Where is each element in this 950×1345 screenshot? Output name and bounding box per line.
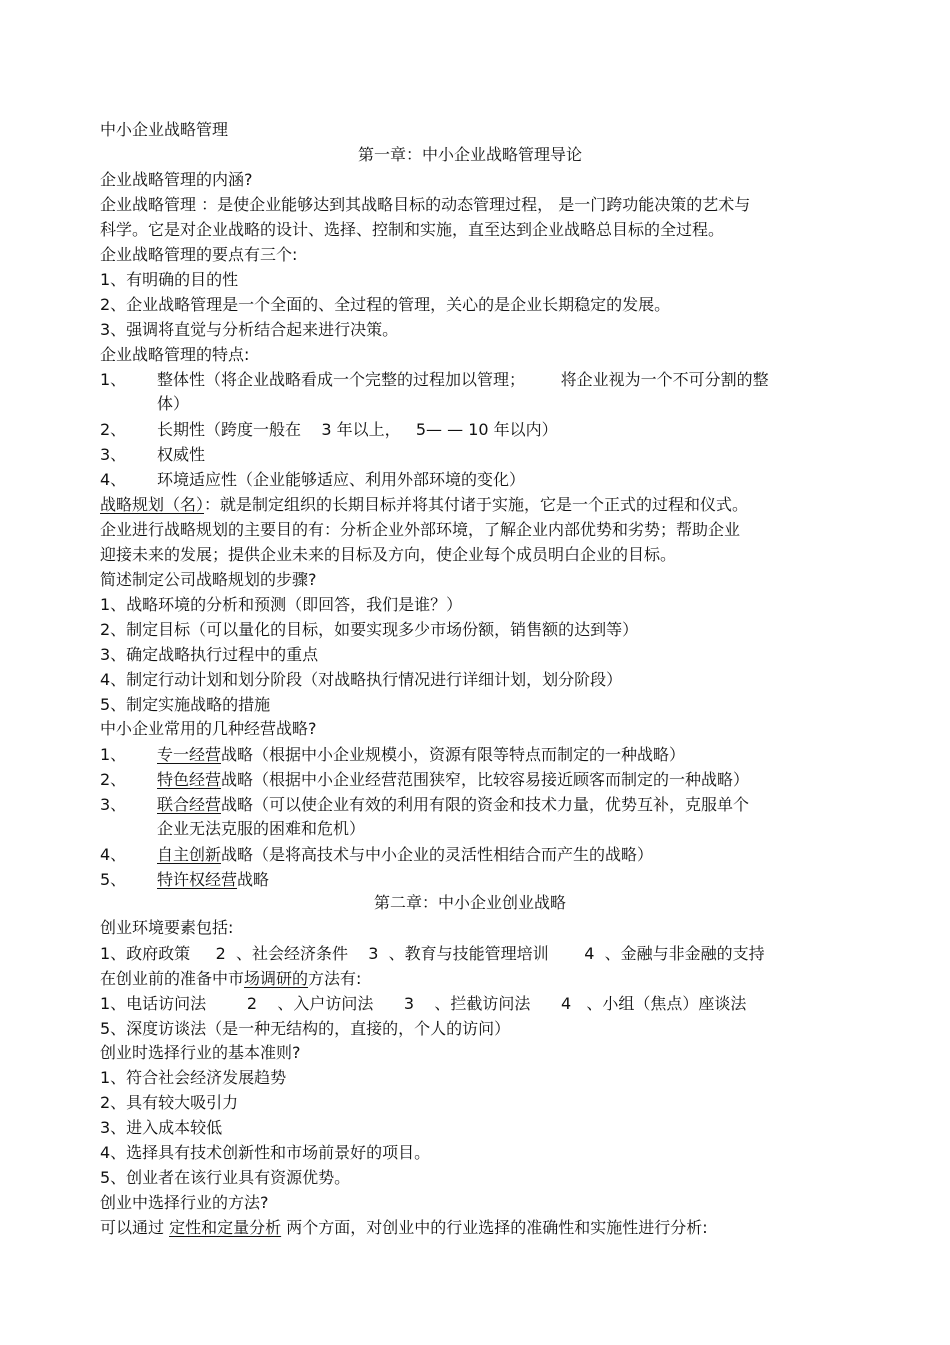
list-item: 5、制定实施战略的措施 bbox=[100, 695, 271, 714]
definition-label: 企业战略管理 bbox=[100, 195, 197, 214]
method-suffix: 两个方面，对创业中的行业选择的准确性和实施性进行分析: bbox=[281, 1218, 708, 1237]
list-item-text: 环境适应性（企业能够适应、利用外部环境的变化） bbox=[157, 470, 526, 489]
list-item: 3、确定战略执行过程中的重点 bbox=[100, 645, 319, 664]
list-item-text bbox=[157, 845, 653, 865]
research-methods-line-2: 5、深度访谈法（是一种无结构的，直接的，个人的访问） bbox=[100, 1019, 511, 1038]
research-prefix: 在创业前的准备中市 bbox=[100, 969, 245, 988]
list-item-text bbox=[157, 770, 749, 790]
purpose-line-1: 企业进行战略规划的主要目的有：分析企业外部环境，了解企业内部优势和劣势；帮助企业 bbox=[100, 520, 741, 539]
list-item: 2、具有较大吸引力 bbox=[100, 1093, 239, 1112]
chapter-2-heading: 第二章：中小企业创业战略 bbox=[373, 893, 566, 912]
purpose-line-2: 迎接未来的发展；提供企业未来的目标及方向，使企业每个成员明白企业的目标。 bbox=[100, 545, 677, 564]
list-number: 1、 bbox=[100, 745, 127, 764]
list-item: 3、强调将直觉与分析结合起来进行决策。 bbox=[100, 320, 399, 339]
strategy-term: 专一经营 bbox=[157, 745, 222, 764]
planning-definition bbox=[100, 495, 748, 517]
question-method: 创业中选择行业的方法? bbox=[100, 1193, 269, 1212]
list-number: 2、 bbox=[100, 420, 127, 439]
research-term: 场调研的 bbox=[244, 969, 309, 988]
question-environment: 创业环境要素包括: bbox=[100, 918, 234, 937]
list-item: 1、战略环境的分析和预测（即回答，我们是谁？） bbox=[100, 595, 463, 614]
planning-definition-text: ：就是制定组织的长期目标并将其付诸于实施，它是一个正式的过程和仪式。 bbox=[204, 495, 749, 514]
list-item: 4、选择具有技术创新性和市场前景好的项目。 bbox=[100, 1143, 431, 1162]
list-number: 5、 bbox=[100, 870, 127, 889]
environment-factors: 1、政府政策 2 、社会经济条件 3 、教育与技能管理培训 4 、金融与非金融的支持 bbox=[100, 944, 765, 963]
list-item-text: 长期性（跨度一般在 3 年以上， 5— — 10 年以内） bbox=[157, 420, 558, 439]
list-item-text bbox=[157, 870, 269, 890]
research-suffix: 方法有: bbox=[308, 969, 362, 988]
strategy-description: 战略（根据中小企业规模小，资源有限等特点而制定的一种战略） bbox=[221, 745, 686, 764]
document-title: 中小企业战略管理 bbox=[100, 120, 229, 139]
question-strategies: 中小企业常用的几种经营战略? bbox=[100, 719, 317, 738]
list-number: 2、 bbox=[100, 770, 127, 789]
list-item-text: 体） bbox=[157, 394, 190, 413]
list-item: 2、企业战略管理是一个全面的、全过程的管理，关心的是企业长期稳定的发展。 bbox=[100, 295, 671, 314]
list-item: 2、制定目标（可以量化的目标，如要实现多少市场份额，销售额的达到等） bbox=[100, 620, 639, 639]
strategy-description: 战略（根据中小企业经营范围狭窄，比较容易接近顾客而制定的一种战略） bbox=[221, 770, 750, 789]
strategy-term: 特许权经营 bbox=[157, 870, 238, 889]
list-item: 4、制定行动计划和划分阶段（对战略执行情况进行详细计划，划分阶段） bbox=[100, 670, 623, 689]
strategy-description: 战略 bbox=[237, 870, 270, 889]
question-points: 企业战略管理的要点有三个: bbox=[100, 245, 298, 264]
strategy-term: 联合经营 bbox=[157, 795, 222, 814]
definition-line-1 bbox=[100, 195, 750, 217]
definition-text: ：是使企业能够达到其战略目标的动态管理过程， 是一门跨功能决策的艺术与 bbox=[196, 195, 751, 214]
definition-line-2: 科学。它是对企业战略的设计、选择、控制和实施，直至达到企业战略总目标的全过程。 bbox=[100, 220, 725, 239]
strategy-description: 战略（可以使企业有效的利用有限的资金和技术力量，优势互补，克服单个 bbox=[221, 795, 750, 814]
list-item-text bbox=[157, 745, 685, 765]
list-item: 1、符合社会经济发展趋势 bbox=[100, 1068, 287, 1087]
method-term: 定性和定量分析 bbox=[169, 1218, 282, 1237]
list-number: 3、 bbox=[100, 445, 127, 464]
list-item-text bbox=[157, 795, 749, 815]
strategy-term: 特色经营 bbox=[157, 770, 222, 789]
list-number: 1、 bbox=[100, 370, 127, 389]
list-number: 4、 bbox=[100, 470, 127, 489]
method-answer bbox=[100, 1218, 708, 1240]
question-features: 企业战略管理的特点: bbox=[100, 345, 250, 364]
list-item: 3、进入成本较低 bbox=[100, 1118, 223, 1137]
question-connotation: 企业战略管理的内涵? bbox=[100, 170, 253, 189]
list-item: 1、有明确的目的性 bbox=[100, 270, 239, 289]
list-item-text: 整体性（将企业战略看成一个完整的过程加以管理； 将企业视为一个不可分割的整 bbox=[157, 370, 769, 389]
question-criteria: 创业时选择行业的基本准则? bbox=[100, 1043, 301, 1062]
strategy-term: 自主创新 bbox=[157, 845, 222, 864]
list-item-text: 权威性 bbox=[157, 445, 206, 464]
planning-term: 战略规划（名） bbox=[100, 495, 205, 514]
list-item: 5、创业者在该行业具有资源优势。 bbox=[100, 1168, 351, 1187]
list-item-continuation: 企业无法克服的困难和危机） bbox=[157, 819, 366, 838]
list-number: 3、 bbox=[100, 795, 127, 814]
research-methods-heading bbox=[100, 969, 361, 991]
chapter-1-heading: 第一章：中小企业战略管理导论 bbox=[357, 145, 582, 164]
research-methods-line-1: 1、电话访问法 2 、入户访问法 3 、拦截访问法 4 、小组（焦点）座谈法 bbox=[100, 994, 747, 1013]
method-prefix: 可以通过 bbox=[100, 1218, 170, 1237]
strategy-description: 战略（是将高技术与中小企业的灵活性相结合而产生的战略） bbox=[221, 845, 654, 864]
list-number: 4、 bbox=[100, 845, 127, 864]
question-steps: 简述制定公司战略规划的步骤? bbox=[100, 570, 317, 589]
